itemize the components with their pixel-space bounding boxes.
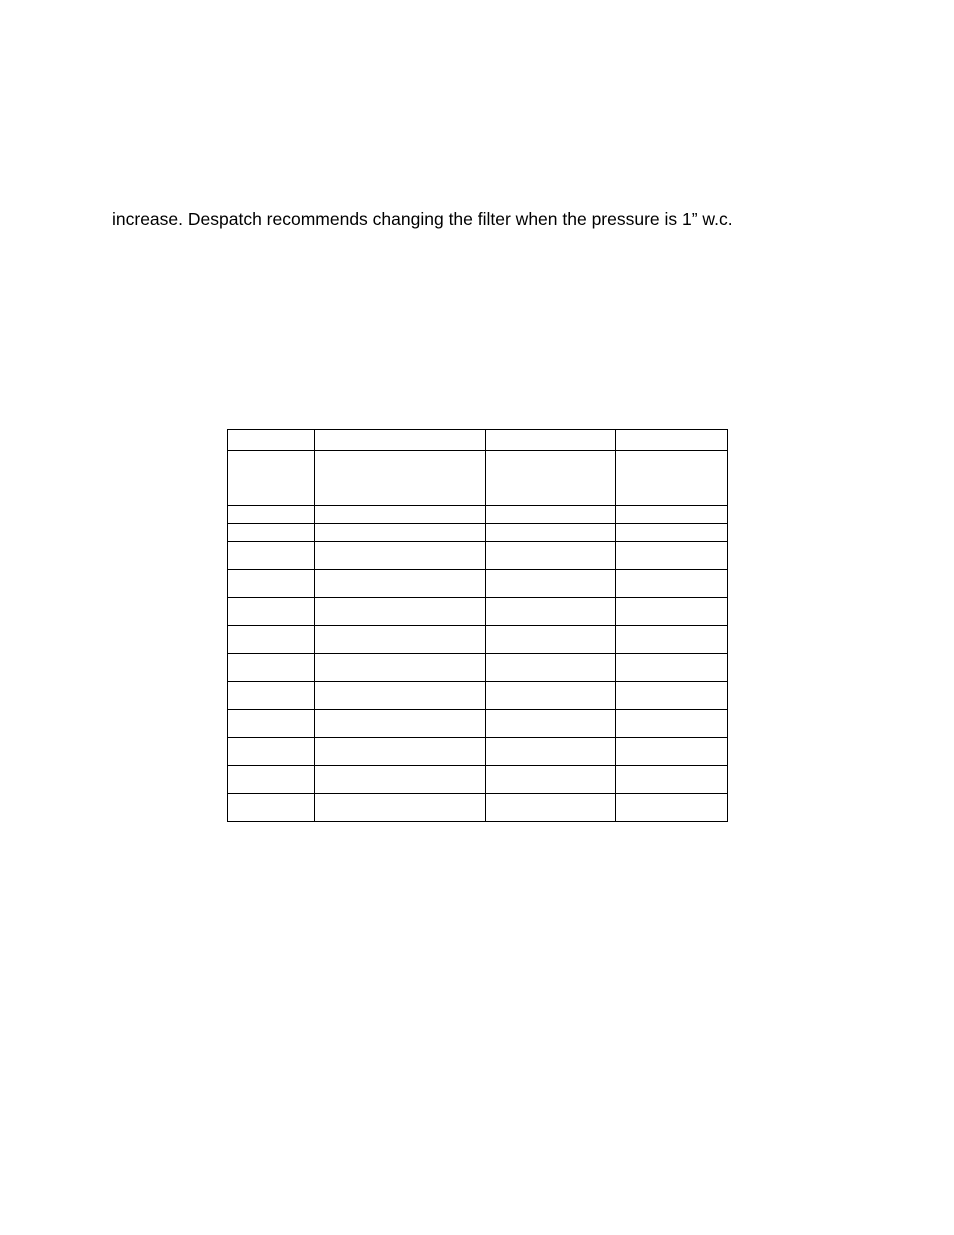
- table-cell: [486, 598, 616, 626]
- table-cell: [228, 738, 315, 766]
- table-cell: [616, 542, 728, 570]
- table-row: [228, 542, 728, 570]
- table-cell: [486, 794, 616, 822]
- table-row: [228, 451, 728, 506]
- table-cell: [486, 738, 616, 766]
- table-row: [228, 430, 728, 451]
- table-cell: [616, 598, 728, 626]
- table-cell: [486, 710, 616, 738]
- table-cell: [315, 626, 486, 654]
- table-cell: [315, 430, 486, 451]
- table-cell: [616, 794, 728, 822]
- body-paragraph: increase. Despatch recommends changing the filter when the pressure is 1” w.c.: [112, 209, 733, 229]
- table-cell: [616, 682, 728, 710]
- table-row: [228, 654, 728, 682]
- table-cell: [616, 654, 728, 682]
- table-cell: [616, 738, 728, 766]
- table-cell: [315, 682, 486, 710]
- table-cell: [486, 451, 616, 506]
- table-cell: [616, 430, 728, 451]
- table-cell: [486, 766, 616, 794]
- table-cell: [486, 682, 616, 710]
- table-cell: [228, 794, 315, 822]
- table-row: [228, 524, 728, 542]
- filter-log-table: [227, 429, 728, 822]
- table-row: [228, 506, 728, 524]
- table-cell: [616, 570, 728, 598]
- table-cell: [228, 430, 315, 451]
- table-cell: [486, 570, 616, 598]
- table-cell: [315, 451, 486, 506]
- table-cell: [228, 598, 315, 626]
- table-cell: [228, 710, 315, 738]
- table-cell: [228, 506, 315, 524]
- table-cell: [228, 524, 315, 542]
- table-cell: [228, 451, 315, 506]
- table-row: [228, 598, 728, 626]
- table-cell: [315, 654, 486, 682]
- table-cell: [486, 506, 616, 524]
- table-cell: [616, 766, 728, 794]
- table-cell: [315, 738, 486, 766]
- table-cell: [228, 766, 315, 794]
- table-cell: [228, 626, 315, 654]
- filter-log-table-body: [228, 430, 728, 822]
- table-cell: [228, 654, 315, 682]
- table-cell: [315, 598, 486, 626]
- table-cell: [228, 682, 315, 710]
- table-row: [228, 766, 728, 794]
- table-row: [228, 738, 728, 766]
- table-cell: [616, 506, 728, 524]
- table-row: [228, 682, 728, 710]
- table-cell: [315, 794, 486, 822]
- table-cell: [486, 654, 616, 682]
- table-row: [228, 626, 728, 654]
- table-cell: [228, 570, 315, 598]
- table-row: [228, 710, 728, 738]
- table-row: [228, 570, 728, 598]
- table-cell: [486, 626, 616, 654]
- table-cell: [486, 430, 616, 451]
- table-cell: [486, 542, 616, 570]
- table-cell: [616, 626, 728, 654]
- table-cell: [616, 524, 728, 542]
- table-cell: [315, 542, 486, 570]
- table-cell: [486, 524, 616, 542]
- table-cell: [616, 710, 728, 738]
- table-cell: [315, 570, 486, 598]
- table-cell: [228, 542, 315, 570]
- table-cell: [315, 710, 486, 738]
- table-cell: [315, 506, 486, 524]
- table-cell: [616, 451, 728, 506]
- table-cell: [315, 766, 486, 794]
- table-cell: [315, 524, 486, 542]
- table-row: [228, 794, 728, 822]
